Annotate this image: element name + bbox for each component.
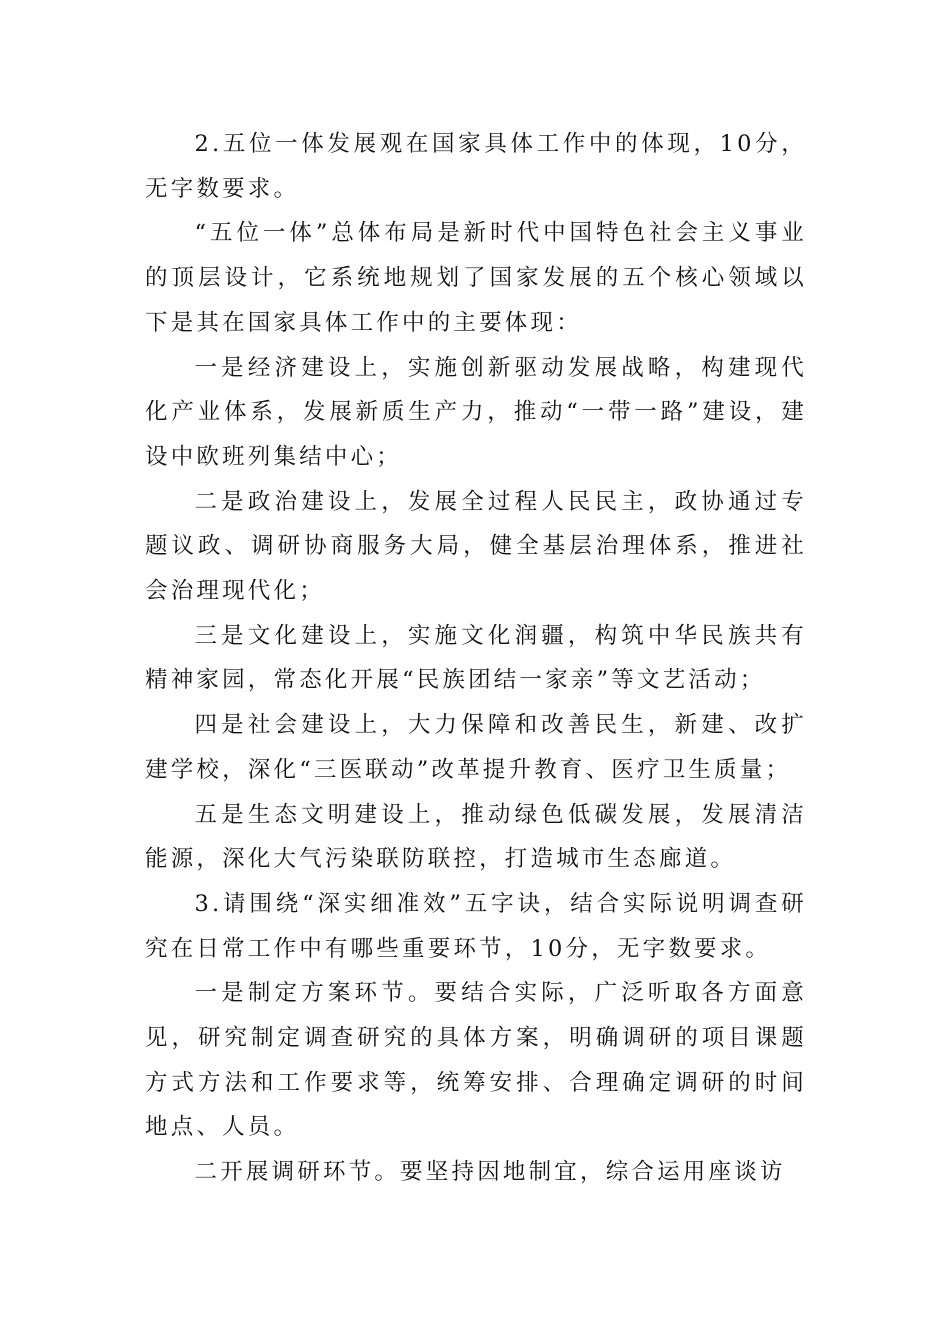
step-plan: 一是制定方案环节。要结合实际，广泛听取各方面意见，研究制定调查研究的具体方案，明确调研的项目课题方式方法和工作要求等，统筹安排、合理确定调研的时间地点、人员。: [145, 980, 807, 1141]
question-3-heading: 3.请围绕“深实细准效”五字诀，结合实际说明调查研究在日常工作中有哪些重要环节，10分，无字数要求。: [145, 890, 807, 962]
point-ecological: 五是生态文明建设上，推动绿色低碳发展，发展清洁能源，深化大气污染联防联控，打造城市生态廊道。: [145, 801, 807, 873]
intro-paragraph: “五位一体”总体布局是新时代中国特色社会主义事业的顶层设计，它系统地规划了国家发展的五个核心领域以下是其在国家具体工作中的主要体现：: [145, 220, 807, 336]
step-research: 二开展调研环节。要坚持因地制宜，综合运用座谈访: [194, 1159, 786, 1186]
point-social: 四是社会建设上，大力保障和改善民生，新建、改扩建学校，深化“三医联动”改革提升教育、医疗卫生质量；: [145, 712, 807, 783]
point-cultural: 三是文化建设上，实施文化润疆，构筑中华民族共有精神家园，常态化开展“民族团结一家亲”等文艺活动；: [145, 622, 807, 694]
question-2-heading: 2.五位一体发展观在国家具体工作中的体现，10分，无字数要求。: [145, 131, 807, 202]
document-body: [145, 122, 807, 1195]
point-economic: 一是经济建设上，实施创新驱动发展战略，构建现代化产业体系，发展新质生产力，推动“一带一路”建设，建设中欧班列集结中心；: [145, 354, 807, 470]
point-political: 二是政治建设上，发展全过程人民民主，政协通过专题议政、调研协商服务大局，健全基层治理体系，推进社会治理现代化；: [145, 488, 807, 605]
